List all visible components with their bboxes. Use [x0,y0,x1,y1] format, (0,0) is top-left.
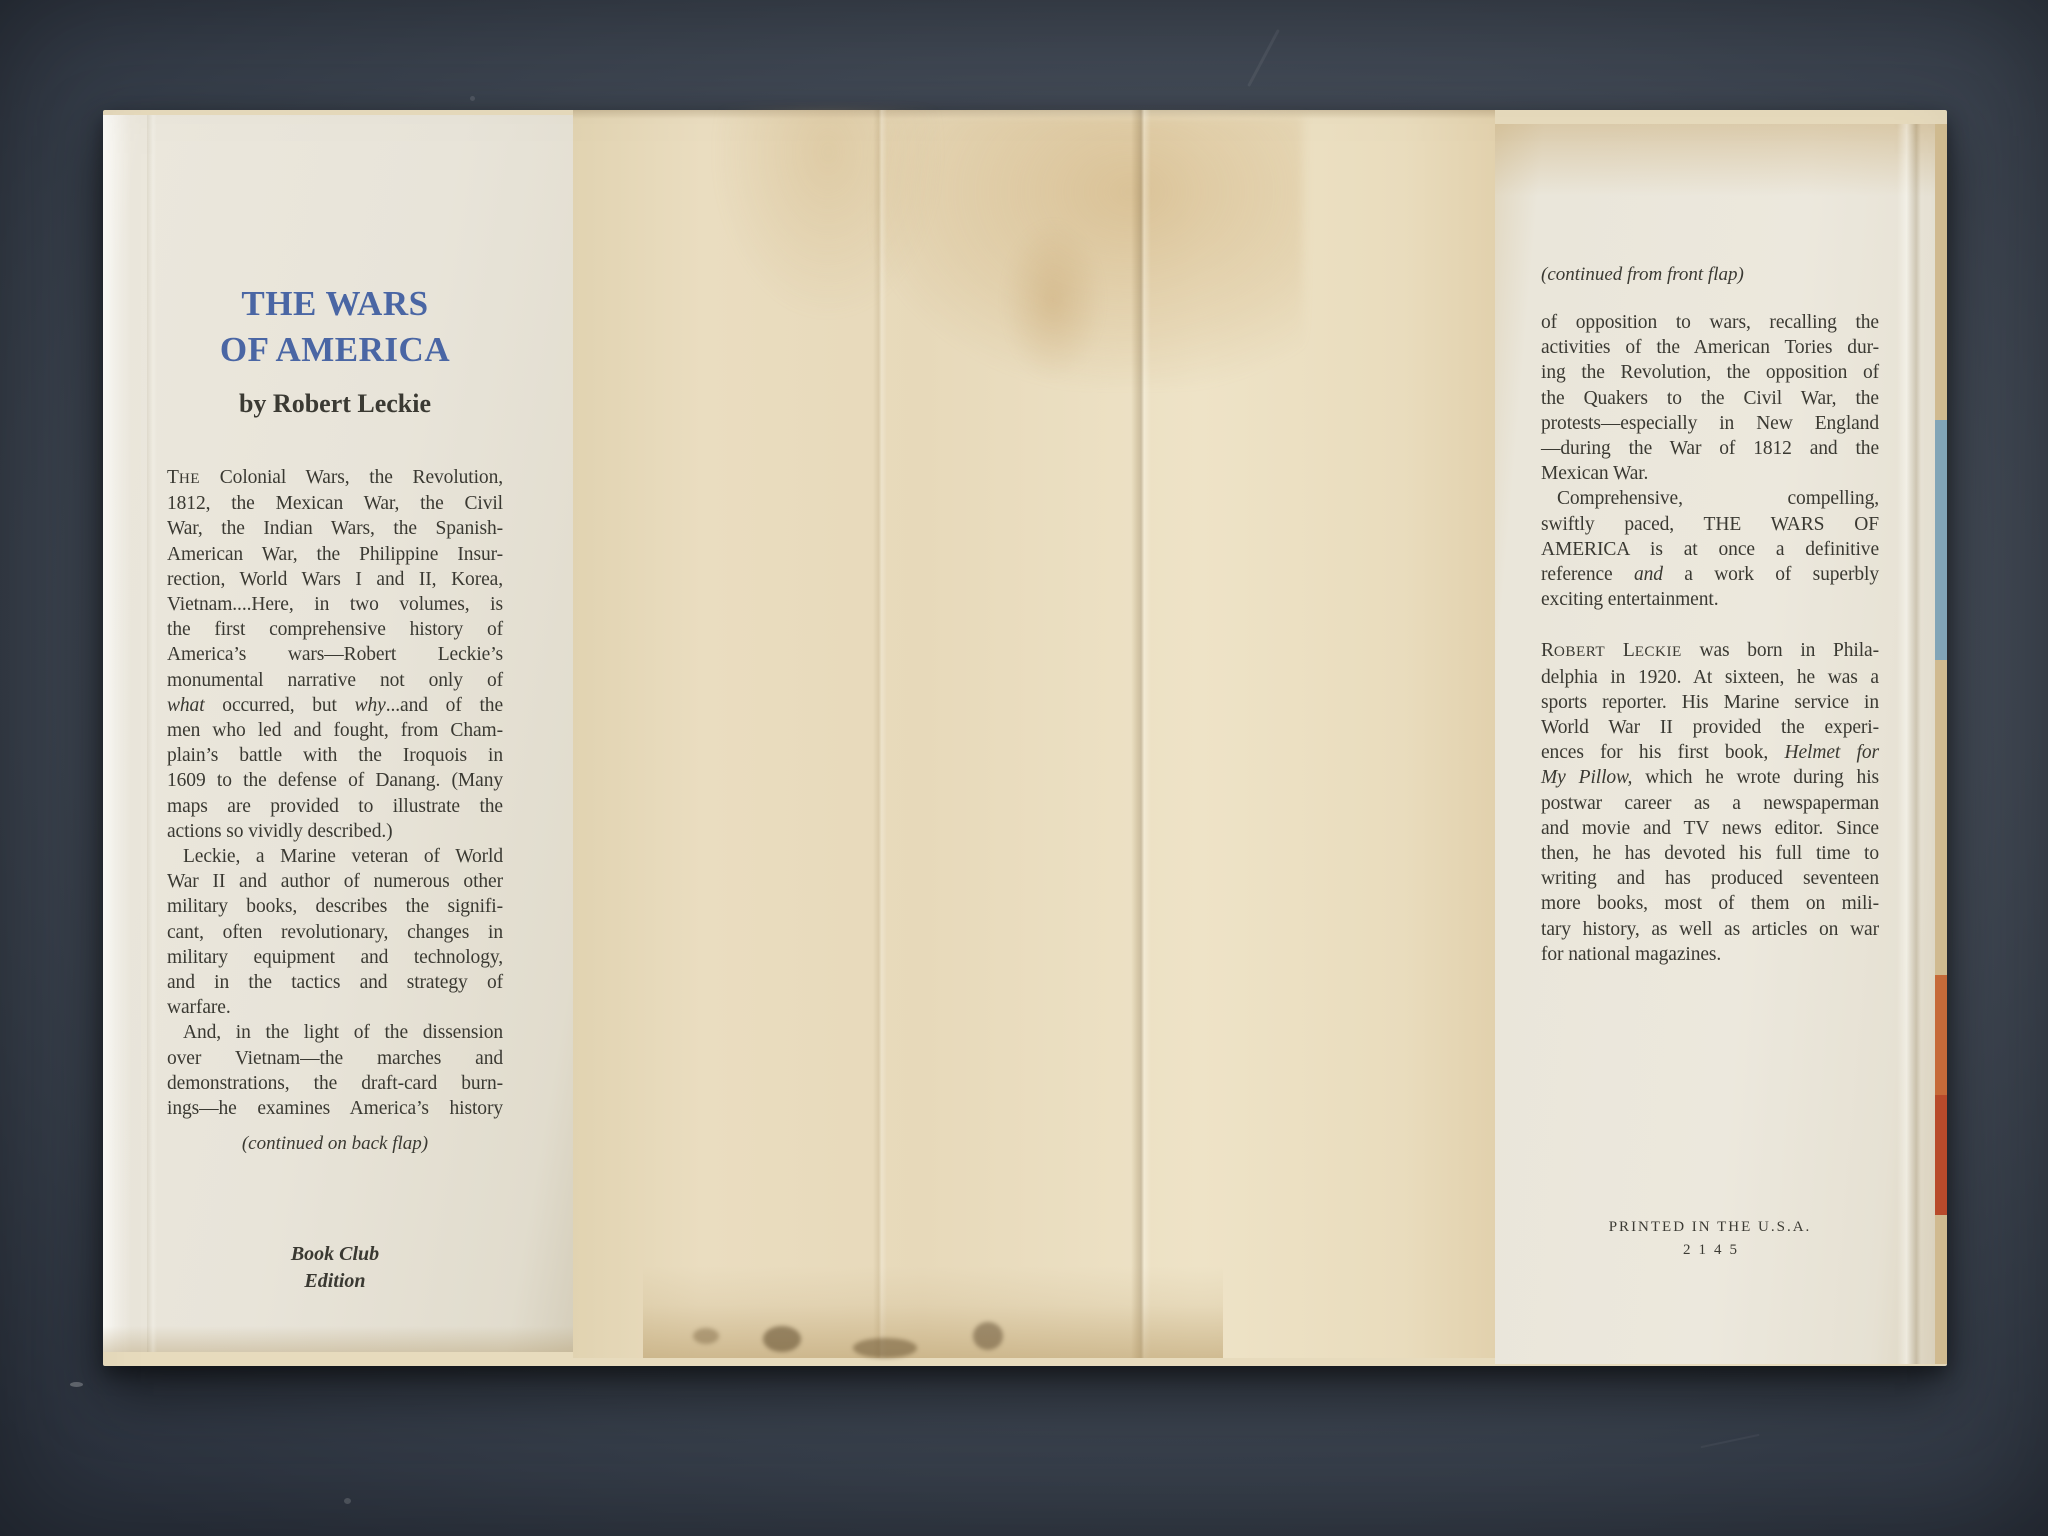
book-title [167,281,503,373]
surface-scratch [1247,29,1280,87]
text-line: writing and has produced seventeen [1541,868,1879,890]
paper-wear [103,1326,573,1352]
text-segment: ECKIE [1634,643,1682,661]
text-line: more books, most of them on mili- [1541,893,1879,915]
front-flap-text [167,115,503,1295]
text-line: THE Colonial Wars, the Revolution, [167,467,503,488]
text-line: the first comprehensive history of [167,619,503,641]
text-line: for national magazines. [1541,943,1722,965]
text-line: ing the Revolution, the opposition of [1541,362,1879,384]
text-line: cant, often revolutionary, changes in [167,921,503,943]
edition-note-line2: Edition [304,1270,366,1293]
text-line: War, the Indian Wars, the Spanish- [167,518,503,540]
book-title-line1: THE WARS [241,284,429,323]
text-line: the Quakers to the Civil War, the [1541,387,1879,409]
text-line: protests—especially in New England [1541,412,1879,434]
text-line: military books, describes the signifi- [167,896,503,918]
surface-speck [470,96,475,101]
text-line: military equipment and technology, [167,946,503,968]
continued-on-back-note: (continued on back flap) [241,1133,429,1155]
text-line: World War II provided the experi- [1541,717,1879,739]
wear-spot [973,1322,1003,1350]
text-line: Comprehensive, compelling, [1557,488,1879,510]
jacket-edge-strip [1935,124,1947,1364]
text-line: what occurred, but why...and of the [167,694,503,716]
paper-wear [643,1266,1223,1358]
text-line: maps are provided to illustrate the [167,795,503,817]
text-segment: OBERT [1553,643,1606,661]
text-line: AMERICA is at once a definitive [1541,538,1879,560]
text-line: warfare. [167,997,231,1019]
text-segment: HE [178,470,200,487]
text-line: My Pillow, which he wrote during his [1541,767,1880,789]
dust-jacket [103,110,1947,1366]
wear-spot [763,1326,801,1352]
text-line: postwar career as a newspaperman [1541,792,1879,814]
text-line: And, in the light of the dissension [183,1022,503,1044]
text-line: plain’s battle with the Iroquois in [167,745,503,767]
edge-color-patch-orange [1935,975,1947,1095]
text-line: ences for his first book, Helmet for [1541,742,1879,764]
stain [713,110,943,320]
print-number: 2145 [1683,1242,1745,1259]
text-line: exciting entertainment. [1541,589,1719,611]
fold-crease [873,110,887,1358]
text-line: men who led and fought, from Cham- [167,720,503,742]
text-line: monumental narrative not only of [167,669,503,691]
fold-crease [1131,110,1151,1358]
text-line: demonstrations, the draft-card burn- [167,1072,503,1094]
text-line: of opposition to wars, recalling the [1541,312,1879,333]
text-line: swiftly paced, THE WARS OF [1541,513,1879,535]
text-line: War II and author of numerous other [167,871,503,893]
text-line: tary history, as well as articles on war [1541,918,1879,940]
front-flap-body [167,465,503,1121]
edge-color-patch-red [1935,1095,1947,1215]
wear-spot [853,1338,917,1358]
text-line: and movie and TV news editor. Since [1541,817,1879,839]
text-line: over Vietnam—the marches and [167,1047,503,1069]
text-line: American War, the Philippine Insur- [167,543,503,565]
text-line: rection, World Wars I and II, Korea, [167,568,503,590]
text-line: —during the War of 1812 and the [1541,438,1879,460]
text-line: 1812, the Mexican War, the Civil [167,493,503,515]
text-line: ings—he examines America’s history [167,1098,503,1120]
text-line: America’s wars—Robert Leckie’s [167,644,503,666]
continued-from-front-note: (continued from front flap) [1541,264,1744,285]
surface-scratch [1700,1434,1759,1448]
surface-speck [70,1382,83,1387]
text-segment: why [354,694,386,716]
text-line: actions so vividly described.) [167,820,393,842]
text-line: ROBERT LECKIE was born in Phila- [1541,640,1880,662]
text-line: and in the tactics and strategy of [167,972,503,994]
edge-color-patch-blue [1935,420,1947,660]
back-flap [1495,124,1935,1364]
text-line: Vietnam....Here, in two volumes, is [167,594,503,616]
stain [1003,220,1103,380]
front-flap [103,115,573,1352]
text-line: reference and a work of superbly [1541,564,1879,586]
text-line: delphia in 1920. At sixteen, he was a [1541,666,1879,688]
wear-spot [693,1328,719,1344]
text-line: Mexican War. [1541,463,1649,485]
text-line: activities of the American Tories dur- [1541,337,1879,359]
surface-speck [344,1498,351,1504]
jacket-back-panel [573,110,1495,1358]
book-byline: by Robert Leckie [238,389,432,418]
text-line: 1609 to the defense of Danang. (Many [167,770,503,792]
edition-note [167,1241,503,1295]
author-bio-paragraph [1541,638,1879,967]
text-line: sports reporter. His Marine service in [1541,691,1879,713]
text-line: Leckie, a Marine veteran of World [183,846,503,868]
stain [873,116,1303,386]
text-segment: Helmet for [1784,742,1879,764]
edition-note-line1: Book Club [290,1243,380,1266]
fold-crease [1897,124,1921,1364]
text-line: then, he has devoted his full time to [1541,843,1879,865]
printed-in-usa-note: PRINTED IN THE U.S.A. [1608,1219,1812,1236]
text-segment: and [1633,564,1663,586]
back-flap-text [1541,124,1879,1259]
book-title-line2: OF AMERICA [219,330,451,369]
back-flap-paragraph-1 [1541,310,1879,486]
text-segment: My Pillow, [1541,767,1633,789]
text-segment: what [167,694,205,716]
back-flap-paragraph-2 [1541,486,1879,612]
